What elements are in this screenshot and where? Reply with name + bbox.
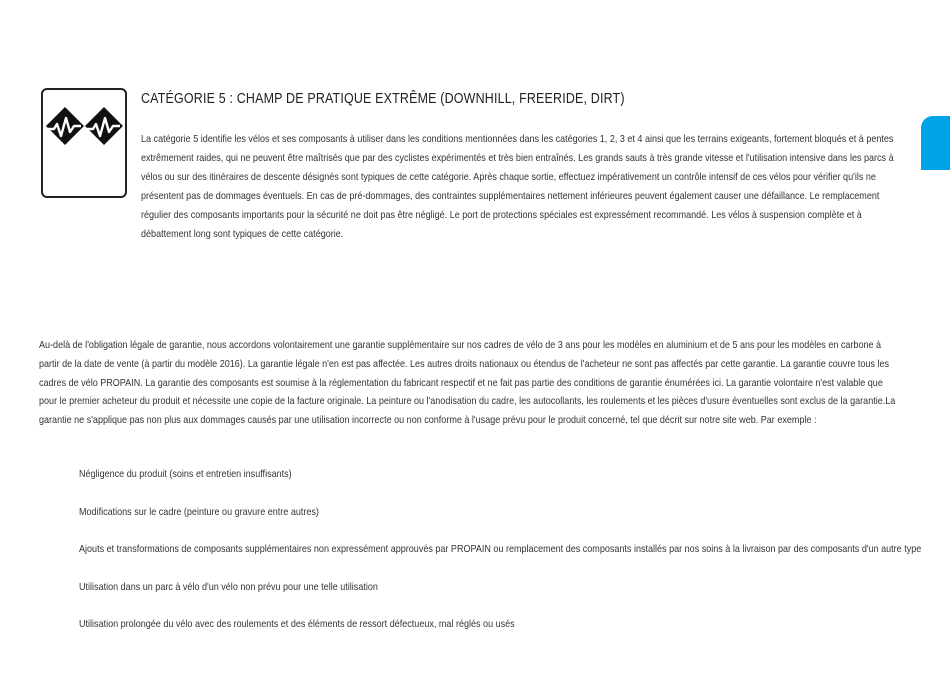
list-item: Utilisation prolongée du vélo avec des roulements et des éléments de ressort défectueux, mal réglés ou usés [79, 618, 515, 631]
warranty-paragraph: Au-delà de l'obligation légale de garantie, nous accordons volontairement une garantie supplémentaire sur nos cadres de vélo de 3 ans pour les modèles en aluminium et de 5 ans pour les modèles en carbone à partir de la date de vente (à partir du modèle 2016). La garantie légale n'en est pas affectée. Les autres droits nationaux ou étendus de l'acheteur ne sont pas affectés par cette garantie. La garantie couvre tous les cadres de vélo PROPAIN. La garantie des composants est soumise à la réglementation du fabricant respectif et ne fait pas partie des conditions de garantie énumérées ici. La garantie volontaire n'est valable que pour le premier acheteur du produit et nécessite une copie de la facture originale. La peinture ou l'anodisation du cadre, les autocollants, les roulements et les pièces d'usure éventuelles sont exclus de la garantie.La garantie ne s'applique pas non plus aux dommages causés par une utilisation incorrecte ou non conforme à l'usage prévu pour le produit concerné, tel que décrit sur notre site web. Par exemple : [39, 339, 896, 427]
category-title: CATÉGORIE 5 : CHAMP DE PRATIQUE EXTRÊME (DOWNHILL, FREERIDE, DIRT) [141, 91, 625, 107]
list-item: Modifications sur le cadre (peinture ou gravure entre autres) [79, 505, 319, 518]
list-item: Négligence du produit (soins et entretien insuffisants) [79, 468, 292, 480]
category-description: La catégorie 5 identifie les vélos et ses composants à utiliser dans les conditions mentionnées dans les catégories 1, 2, 3 et 4 ainsi que les terrains exigeants, fortement bloqués et à pentes extrêmement raides, qui ne peuvent être maîtrisés que par des cyclistes expérimentés et très bien entraînés. Les grands sauts à très grande vitesse et l'utilisation intensive dans les parcs à vélos ou sur des itinéraires de descente désignés sont typiques de cette catégorie. Après chaque sortie, effectuez impérativement un contrôle intensif de ces vélos pour vérifier qu'ils ne présentent pas de dommages éventuels. En cas de pré-dommages, des contraintes supplémentaires nettement inférieures peuvent également causer une défaillance. Le remplacement régulier des composants importants pour la sécurité ne doit pas être négligé. Le port de protections spéciales est expressément recommandé. Les vélos à suspension complète et à débattement long sont typiques de cette catégorie. [141, 133, 894, 240]
double-black-diamond-icon [45, 104, 125, 154]
list-item: Utilisation dans un parc à vélo d'un vélo non prévu pour une telle utilisation [79, 580, 378, 593]
side-tab-marker [921, 116, 950, 170]
list-item: Ajouts et transformations de composants supplémentaires non expressément approuvés par PROPAIN ou remplacement des composants installés par nos soins à la livraison par des composants d'un autre type [79, 543, 922, 556]
warranty-exclusions-list [79, 465, 950, 653]
category-icon-box [41, 88, 127, 198]
